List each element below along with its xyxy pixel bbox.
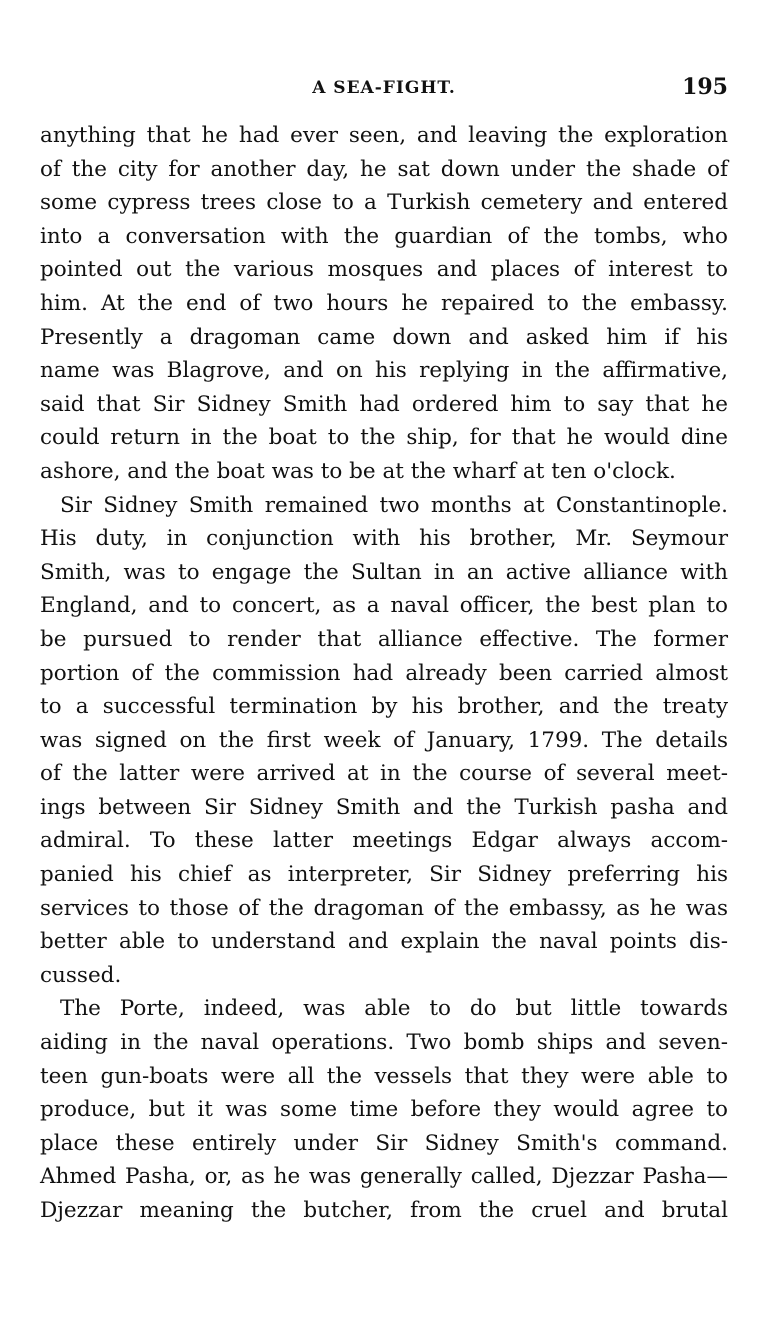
text-line: be pursued to render that alliance effective. The former bbox=[40, 626, 728, 652]
text-line: name was Blagrove, and on his replying in the affirmative, bbox=[40, 358, 728, 384]
text-line: teen gun-boats were all the vessels that they were able to bbox=[40, 1063, 728, 1089]
text-line: cussed. bbox=[40, 962, 122, 988]
text-line: to a successful termination by his brother, and the treaty bbox=[40, 694, 728, 720]
text-line: better able to understand and explain the naval points dis- bbox=[40, 929, 728, 955]
paragraph bbox=[40, 489, 728, 993]
running-title: A SEA-FIGHT. bbox=[312, 78, 456, 98]
text-line: panied his chief as interpreter, Sir Sidney preferring his bbox=[40, 862, 728, 888]
text-line: The Porte, indeed, was able to do but little towards bbox=[60, 996, 728, 1022]
text-line: services to those of the dragoman of the embassy, as he was bbox=[40, 895, 728, 921]
text-line: could return in the boat to the ship, for that he would dine bbox=[40, 425, 728, 451]
paragraph bbox=[40, 992, 728, 1227]
text-line: England, and to concert, as a naval officer, the best plan to bbox=[40, 593, 728, 619]
text-line: pointed out the various mosques and places of interest to bbox=[40, 257, 728, 283]
paragraph bbox=[40, 119, 728, 489]
text-line: was signed on the first week of January, 1799. The details bbox=[40, 727, 728, 753]
text-line: of the latter were arrived at in the course of several meet- bbox=[40, 761, 728, 787]
text-line: Sir Sidney Smith remained two months at Constantinople. bbox=[60, 492, 728, 518]
text-line: place these entirely under Sir Sidney Smith's command. bbox=[40, 1130, 728, 1156]
text-line: aiding in the naval operations. Two bomb ships and seven- bbox=[40, 1030, 728, 1056]
running-head bbox=[40, 74, 728, 104]
text-line: His duty, in conjunction with his brother, Mr. Seymour bbox=[40, 526, 728, 552]
text-line: anything that he had ever seen, and leaving the exploration bbox=[40, 123, 728, 148]
text-line: some cypress trees close to a Turkish cemetery and entered bbox=[40, 190, 728, 216]
body-text bbox=[40, 119, 728, 1228]
text-line: him. At the end of two hours he repaired to the embassy. bbox=[40, 290, 728, 316]
text-line: Ahmed Pasha, or, as he was generally called, Djezzar Pasha— bbox=[40, 1164, 728, 1190]
page-number: 195 bbox=[682, 74, 728, 100]
text-line: of the city for another day, he sat down under the shade of bbox=[40, 156, 728, 182]
text-line: Smith, was to engage the Sultan in an active alliance with bbox=[40, 559, 728, 585]
text-line: admiral. To these latter meetings Edgar always accom- bbox=[40, 828, 728, 854]
text-line: produce, but it was some time before they would agree to bbox=[40, 1097, 728, 1123]
text-line: said that Sir Sidney Smith had ordered him to say that he bbox=[40, 391, 728, 417]
text-line: ings between Sir Sidney Smith and the Turkish pasha and bbox=[40, 794, 728, 820]
text-line: portion of the commission had already been carried almost bbox=[40, 660, 728, 686]
text-line: into a conversation with the guardian of the tombs, who bbox=[40, 223, 728, 249]
text-line: ashore, and the boat was to be at the wharf at ten o'clock. bbox=[40, 458, 676, 484]
text-line: Djezzar meaning the butcher, from the cruel and brutal bbox=[40, 1198, 728, 1223]
text-line: Presently a dragoman came down and asked him if his bbox=[40, 324, 728, 350]
